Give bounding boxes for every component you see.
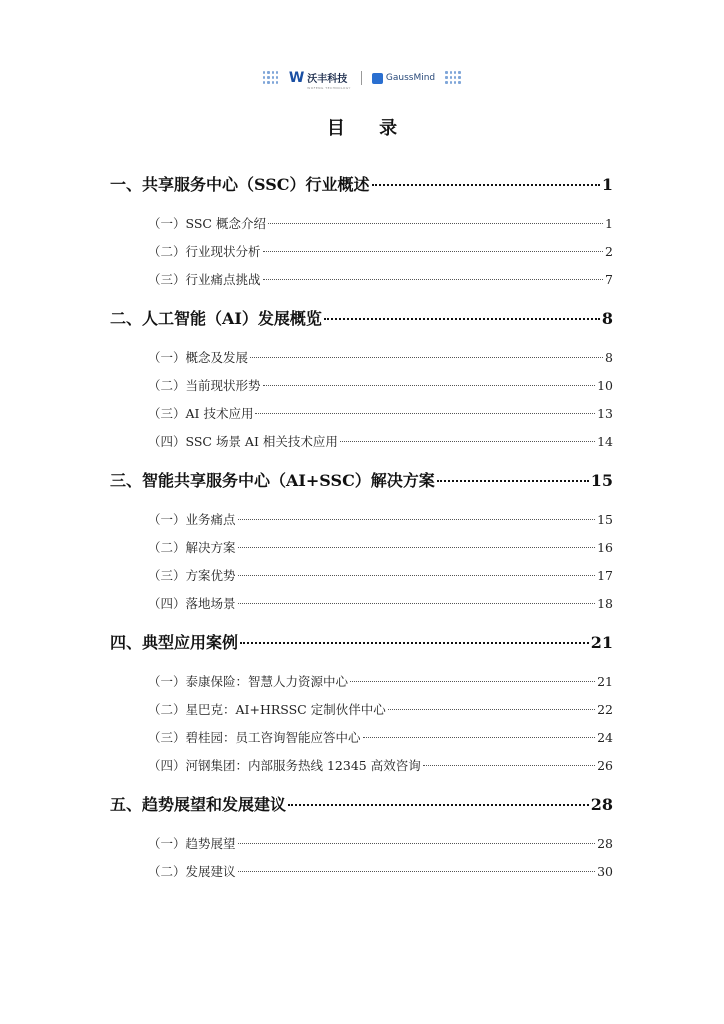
toc-page-number: 24 [597,730,613,745]
toc-section-entry[interactable] [148,348,613,366]
toc-page-number: 15 [590,471,613,490]
toc-dot-leader [324,318,600,320]
wofeng-logo-sub: WOFENG TECHNOLOGY [307,85,351,90]
toc-entry-title: （一）业务痛点 [148,512,236,527]
toc-page-number: 28 [590,795,613,814]
toc-page-number: 1 [601,175,613,194]
toc-dot-leader [255,413,595,414]
toc-page-number: 21 [590,633,613,652]
toc-entry-title: （一）泰康保险：智慧人力资源中心 [148,674,349,689]
toc-page-number: 7 [605,272,613,287]
toc-section-entry[interactable] [148,270,613,288]
toc-entry-title: （四）SSC 场景 AI 相关技术应用 [148,434,338,449]
toc-section-entry[interactable] [148,214,613,232]
toc-page-number: 1 [605,216,613,231]
toc-entry-title: （四）落地场景 [148,596,236,611]
toc-dot-leader [263,279,604,280]
dot-grid-decoration-left [263,71,279,85]
toc-section-entry[interactable] [148,594,613,612]
toc-dot-leader [423,765,595,766]
toc-dot-leader [238,843,596,844]
toc-entry-title: 二、人工智能（AI）发展概览 [110,309,322,328]
toc-dot-leader [350,681,595,682]
toc-entry-title: （三）碧桂园：员工咨询智能应答中心 [148,730,361,745]
toc-section-entry[interactable] [148,510,613,528]
toc-dot-leader [388,709,595,710]
page-title: 目 录 [326,118,412,139]
toc-entry-title: （二）星巴克：AI+HRSSC 定制伙伴中心 [148,702,386,717]
toc-page-number: 26 [597,758,613,773]
toc-section-entry[interactable] [148,728,613,746]
toc-entry-title: 五、趋势展望和发展建议 [110,795,287,814]
toc-dot-leader [268,223,603,224]
toc-dot-leader [363,737,596,738]
logo-separator [361,71,362,85]
toc-page-number: 14 [597,434,613,449]
toc-entry-title: （三）方案优势 [148,568,236,583]
toc-page-number: 21 [597,674,613,689]
toc-chapter-entry[interactable] [110,468,613,490]
toc-page-number: 18 [597,596,613,611]
toc-entry-title: （三）AI 技术应用 [148,406,254,421]
toc-entry-title: （一）SSC 概念介绍 [148,216,266,231]
toc-chapter-entry[interactable] [110,306,613,328]
toc-entry-title: （二）发展建议 [148,864,236,879]
toc-page-number: 15 [597,512,613,527]
toc-chapter-entry[interactable] [110,792,613,814]
toc-section-entry[interactable] [148,700,613,718]
toc-dot-leader [238,871,596,872]
toc-entry-title: （四）河钢集团：内部服务热线 12345 高效咨询 [148,758,421,773]
toc-section-entry[interactable] [148,862,613,880]
toc-page-number: 28 [597,836,613,851]
toc-dot-leader [250,357,603,358]
toc-page-number: 13 [597,406,613,421]
toc-entry-title: 四、典型应用案例 [110,633,239,652]
toc-page-number: 8 [605,350,613,365]
header-logos [0,68,724,88]
toc-page-number: 22 [597,702,613,717]
toc-section-entry[interactable] [148,432,613,450]
toc-page-number: 17 [597,568,613,583]
toc-section-entry[interactable] [148,672,613,690]
toc-page-number: 2 [605,244,613,259]
toc-dot-leader [263,385,596,386]
toc-section-entry[interactable] [148,242,613,260]
toc-entry-title: （一）趋势展望 [148,836,236,851]
toc-section-entry[interactable] [148,376,613,394]
gaussmind-logo-name: GaussMind [385,73,436,83]
wofeng-logo-icon: W [288,70,305,86]
toc-page-number: 30 [597,864,613,879]
toc-page-number: 10 [597,378,613,393]
toc-entry-title: （二）解决方案 [148,540,236,555]
toc-entry-title: （二）行业现状分析 [148,244,261,259]
dot-grid-decoration-right [445,71,461,85]
toc-entry-title: 一、共享服务中心（SSC）行业概述 [110,175,370,194]
toc-section-entry[interactable] [148,834,613,852]
toc-entry-title: （一）概念及发展 [148,350,249,365]
toc-chapter-entry[interactable] [110,172,613,194]
toc-dot-leader [238,519,596,520]
toc-page-number: 16 [597,540,613,555]
toc-dot-leader [238,603,596,604]
toc-page-number: 8 [601,309,613,328]
gaussmind-logo [372,73,435,84]
toc-section-entry[interactable] [148,538,613,556]
gaussmind-logo-icon [372,73,383,84]
toc-dot-leader [340,441,595,442]
toc-dot-leader [238,575,596,576]
toc-section-entry[interactable] [148,566,613,584]
wofeng-logo [289,67,351,90]
toc-dot-leader [288,804,589,806]
toc-dot-leader [238,547,596,548]
toc-section-entry[interactable] [148,404,613,422]
toc-section-entry[interactable] [148,756,613,774]
toc-dot-leader [240,642,589,644]
toc-entry-title: 三、智能共享服务中心（AI+SSC）解决方案 [110,471,435,490]
toc-entry-title: （三）行业痛点挑战 [148,272,261,287]
wofeng-logo-name: 沃丰科技 [307,73,348,85]
toc-chapter-entry[interactable] [110,630,613,652]
toc-dot-leader [372,184,600,186]
toc-dot-leader [263,251,604,252]
toc-dot-leader [437,480,589,482]
toc-entry-title: （二）当前现状形势 [148,378,261,393]
